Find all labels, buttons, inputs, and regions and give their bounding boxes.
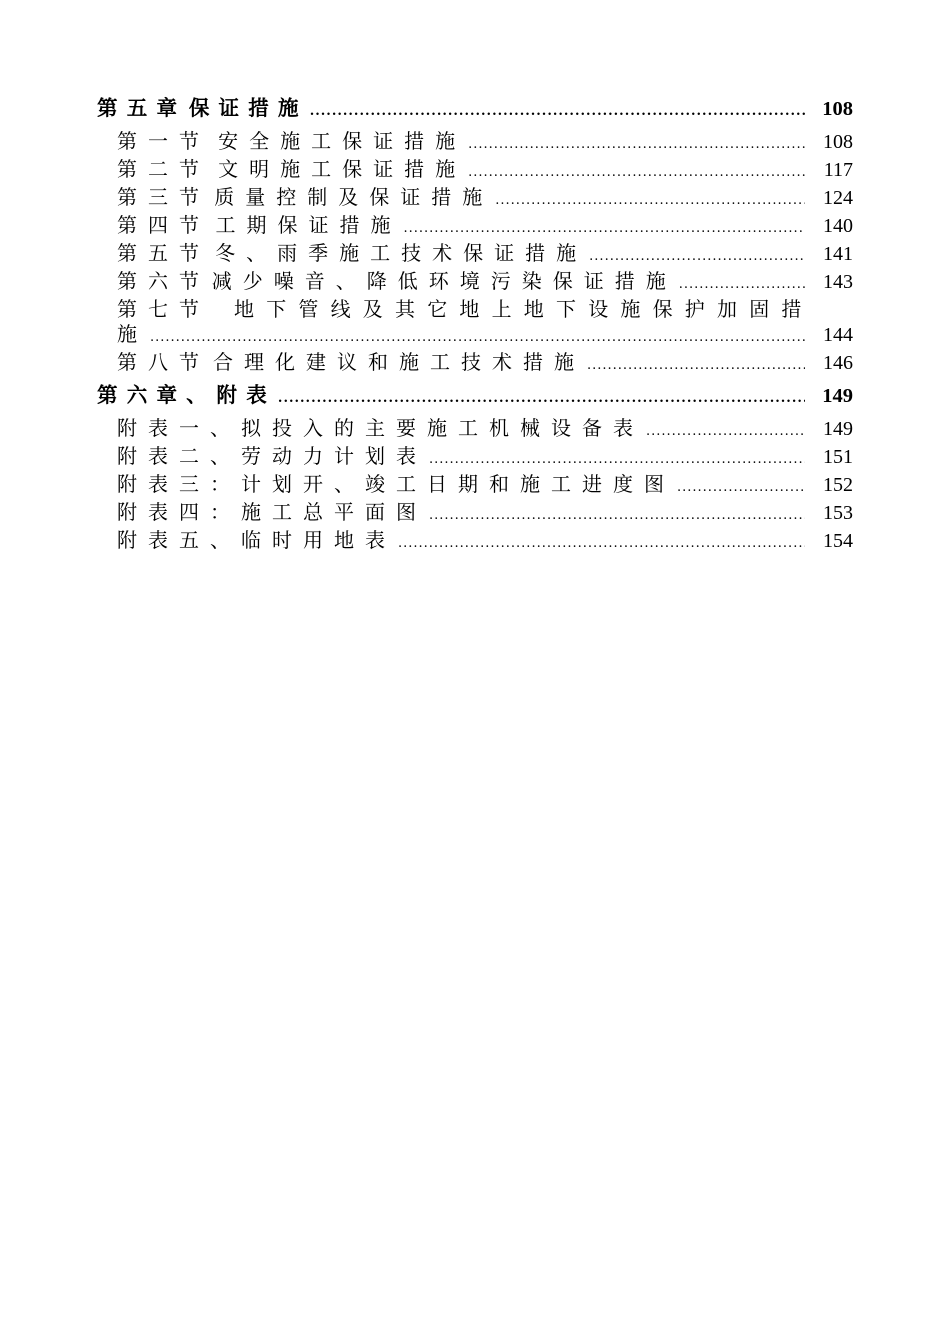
dot-leader (587, 353, 805, 378)
dot-leader (429, 447, 805, 472)
dot-leader (589, 244, 805, 269)
appendix-title: 附表一、拟投入的主要施工机械设备表 (117, 416, 644, 440)
section-number: 第四节 (117, 213, 210, 237)
section-title-line-2: 施 (117, 322, 148, 346)
toc-section-5-2[interactable] (97, 157, 853, 185)
dot-leader (495, 188, 805, 213)
section-title: 冬、雨季施工技术保证措施 (215, 241, 588, 265)
page-number: 149 (823, 418, 853, 440)
toc-chapter-5[interactable] (97, 96, 853, 124)
page-number: 146 (823, 352, 853, 374)
toc-section-5-7[interactable] (97, 297, 853, 322)
dot-leader (679, 272, 805, 297)
section-number: 第八节 (117, 350, 210, 374)
page-number: 151 (823, 446, 853, 468)
chapter-title: 保证措施 (188, 96, 308, 120)
section-number: 第五节 (117, 241, 210, 265)
page-number: 124 (823, 187, 853, 209)
page-number: 153 (823, 502, 853, 524)
toc-appendix-4[interactable] (97, 500, 853, 528)
appendix-title: 附表二、劳动力计划表 (117, 444, 427, 468)
page-number: 152 (823, 474, 853, 496)
section-title: 质量控制及保证措施 (214, 185, 494, 209)
table-of-contents (97, 96, 853, 556)
section-title: 安全施工保证措施 (218, 129, 467, 153)
section-title: 合理化建议和施工技术措施 (212, 350, 585, 374)
appendix-title: 附表五、临时用地表 (117, 528, 396, 552)
page-number: 108 (822, 98, 853, 120)
page-number: 140 (823, 215, 853, 237)
dot-leader (429, 503, 805, 528)
appendix-title: 附表四：施工总平面图 (117, 500, 427, 524)
page-number: 108 (823, 131, 853, 153)
dot-leader (468, 132, 805, 157)
toc-section-5-3[interactable] (97, 185, 853, 213)
section-title-line-1: 地下管线及其它地上地下设施保护加固措 (234, 297, 814, 321)
chapter-label: 第五章 (97, 96, 187, 120)
dot-leader (404, 216, 806, 241)
toc-section-5-1[interactable] (97, 129, 853, 157)
toc-appendix-2[interactable] (97, 444, 853, 472)
section-title: 文明施工保证措施 (218, 157, 467, 181)
toc-appendix-3[interactable] (97, 472, 853, 500)
chapter-title: 附表 (216, 383, 276, 407)
chapter-label: 第六章、 (97, 383, 216, 407)
dot-leader (150, 325, 805, 350)
page-number: 154 (823, 530, 853, 552)
page-number: 149 (822, 385, 853, 407)
section-number: 第一节 (117, 129, 210, 153)
page-number: 141 (823, 243, 853, 265)
section-number: 第七节 (117, 297, 210, 321)
toc-appendix-5[interactable] (97, 528, 853, 556)
appendix-title: 附表三：计划开、竣工日期和施工进度图 (117, 472, 675, 496)
page-number: 143 (823, 271, 853, 293)
section-title: 工期保证措施 (215, 213, 402, 237)
toc-appendix-1[interactable] (97, 416, 853, 444)
toc-section-5-5[interactable] (97, 241, 853, 269)
page-number: 117 (823, 159, 853, 181)
section-number: 第三节 (117, 185, 210, 209)
dot-leader (468, 160, 805, 185)
toc-chapter-6[interactable] (97, 383, 853, 411)
section-number: 第六节 (117, 269, 210, 293)
dot-leader (677, 475, 805, 500)
toc-section-5-8[interactable] (97, 350, 853, 378)
section-title: 减少噪音、降低环境污染保证措施 (211, 269, 677, 293)
dot-leader (646, 419, 805, 444)
dot-leader (310, 99, 805, 124)
dot-leader (398, 531, 805, 556)
dot-leader (278, 386, 805, 411)
section-number: 第二节 (117, 157, 210, 181)
toc-section-5-7-continued[interactable] (97, 322, 853, 350)
page-number: 144 (823, 324, 853, 346)
toc-section-5-6[interactable] (97, 269, 853, 297)
toc-section-5-4[interactable] (97, 213, 853, 241)
